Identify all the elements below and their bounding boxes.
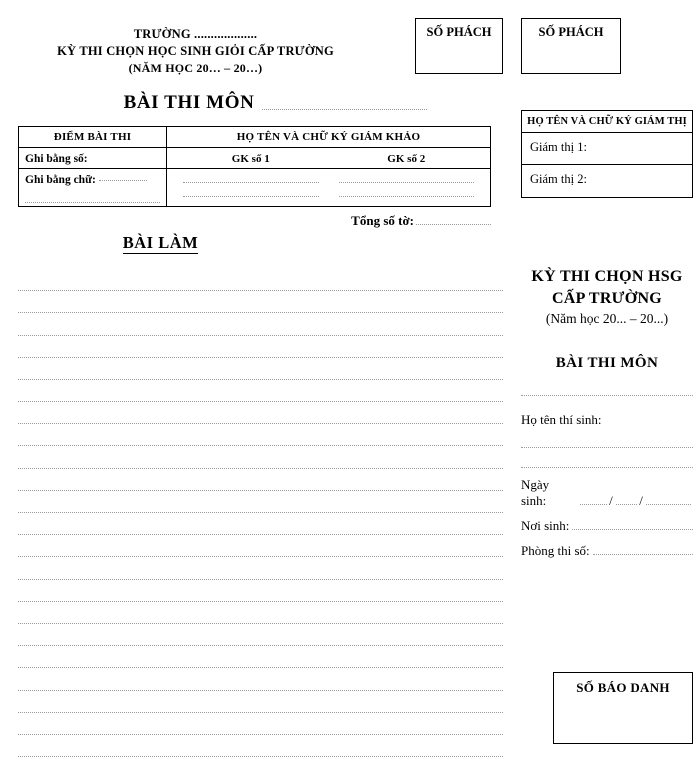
birthplace-label: Nơi sinh:: [521, 518, 570, 534]
writing-line[interactable]: [18, 646, 503, 668]
examiner-names-row: [167, 148, 490, 165]
table-row-words: [19, 168, 491, 206]
writing-line[interactable]: [18, 735, 503, 757]
birthdate-sep-2: /: [639, 493, 643, 509]
examiner-1-sign-line-1[interactable]: [173, 169, 329, 183]
proctor-box: [521, 110, 693, 198]
writing-area[interactable]: [18, 269, 503, 757]
table-row-header: [19, 126, 491, 147]
examiner-signature-row-1: [167, 169, 490, 183]
writing-line[interactable]: [18, 713, 503, 735]
so-phach-label-right: SỐ PHÁCH: [538, 25, 604, 39]
total-sheets-label: Tổng số tờ:: [351, 212, 414, 228]
examiner-signature-cell: [167, 168, 491, 206]
bai-lam-label: BÀI LÀM: [122, 232, 199, 252]
writing-line[interactable]: [18, 513, 503, 535]
writing-line[interactable]: [18, 691, 503, 713]
writing-line[interactable]: [18, 269, 503, 291]
bai-lam-heading: [18, 233, 503, 253]
proctor-box-header: HỌ TÊN VÀ CHỮ KÝ GIÁM THỊ: [522, 111, 692, 133]
writing-line[interactable]: [18, 580, 503, 602]
marks-in-words-fill[interactable]: [99, 179, 147, 181]
exam-title-line-3: (Năm học 20... – 20...): [545, 311, 669, 327]
birthdate-field[interactable]: [521, 477, 693, 509]
writing-line[interactable]: [18, 424, 503, 446]
writing-line[interactable]: [18, 557, 503, 579]
header-row: [18, 18, 503, 76]
examiner-header-cell: [167, 126, 491, 147]
school-name-line: TRƯỜNG ...................: [133, 27, 258, 41]
school-year-line: (NĂM HỌC 20… – 20…): [128, 60, 263, 75]
table-row-number: [19, 147, 491, 168]
marks-in-words-text: Ghi bằng chữ:: [25, 173, 96, 186]
so-bao-danh-box: [553, 672, 693, 744]
writing-line[interactable]: [18, 446, 503, 468]
examiner-header-label: HỌ TÊN VÀ CHỮ KÝ GIÁM KHẢO: [236, 130, 421, 143]
writing-line[interactable]: [18, 491, 503, 513]
birthplace-fill[interactable]: [572, 528, 693, 530]
examiner-1-sign-line-2[interactable]: [173, 183, 329, 197]
marks-table: [18, 126, 491, 207]
writing-line[interactable]: [18, 358, 503, 380]
examiner-2-sign-line-1[interactable]: [329, 169, 485, 183]
marks-in-words-dotline[interactable]: [25, 189, 160, 203]
subject-label-right: BÀI THI MÔN: [555, 355, 659, 372]
marks-in-words-label: [19, 169, 166, 189]
birthdate-sep-1: /: [609, 493, 613, 509]
right-column: [521, 18, 693, 695]
so-bao-danh-label: SỐ BÁO DANH: [576, 680, 670, 695]
examiner-signature-row-2: [167, 183, 490, 197]
left-column: [18, 18, 503, 757]
room-number-fill[interactable]: [593, 553, 693, 555]
writing-line[interactable]: [18, 402, 503, 424]
examiner-1-label: GK số 1: [231, 152, 270, 165]
bai-thi-mon-label: BÀI THI MÔN: [123, 91, 255, 113]
candidate-name-fill-line-1[interactable]: [521, 446, 693, 448]
writing-line[interactable]: [18, 535, 503, 557]
examiner-2-sign-line-2[interactable]: [329, 183, 485, 197]
bai-thi-mon-row: [18, 92, 503, 114]
exam-title-line-1: KỲ THI CHỌN HSG: [531, 268, 683, 285]
writing-line[interactable]: [18, 336, 503, 358]
dotline[interactable]: [183, 169, 319, 183]
bai-thi-mon-fill-line[interactable]: [262, 108, 427, 110]
proctor-1-field[interactable]: [522, 133, 692, 165]
exam-title-line-2: CẤP TRƯỜNG: [551, 289, 663, 307]
marks-in-number-label: Ghi bằng số:: [25, 152, 88, 165]
birthdate-year-fill[interactable]: [646, 503, 691, 505]
writing-line[interactable]: [18, 313, 503, 335]
writing-line[interactable]: [18, 469, 503, 491]
room-number-label: Phòng thi số:: [521, 543, 590, 559]
so-phach-box-left: [415, 18, 503, 74]
room-number-field[interactable]: [521, 543, 693, 559]
exam-name-line: KỲ THI CHỌN HỌC SINH GIỎI CẤP TRƯỜNG: [57, 43, 334, 58]
examiner-2-label: GK số 2: [387, 152, 426, 165]
writing-line[interactable]: [18, 602, 503, 624]
marks-in-words-extra-line[interactable]: [19, 189, 166, 206]
marks-in-words-cell: [19, 168, 167, 206]
birthdate-day-fill[interactable]: [580, 503, 607, 505]
school-heading: [18, 18, 373, 76]
birthdate-month-fill[interactable]: [616, 503, 638, 505]
candidate-name-fill-line-2[interactable]: [521, 466, 693, 468]
writing-line[interactable]: [18, 668, 503, 690]
marks-header-label: ĐIỂM BÀI THI: [53, 130, 132, 143]
birthdate-label: Ngày sinh:: [521, 477, 550, 509]
dotline[interactable]: [339, 183, 475, 197]
proctor-1-label: Giám thị 1:: [530, 140, 587, 154]
birthplace-field[interactable]: [521, 518, 693, 534]
total-sheets-row: [18, 213, 491, 229]
marks-in-number-cell: [19, 147, 167, 168]
proctor-2-field[interactable]: [522, 165, 692, 197]
dotline[interactable]: [339, 169, 475, 183]
exam-title-block: [521, 266, 693, 327]
candidate-name-label: Họ tên thí sinh:: [521, 412, 602, 428]
total-sheets-fill[interactable]: [416, 223, 491, 225]
writing-line[interactable]: [18, 380, 503, 402]
so-phach-box-right: [521, 18, 621, 74]
dotline[interactable]: [183, 183, 319, 197]
examiner-names-cell: [167, 147, 491, 168]
marks-header-cell: [19, 126, 167, 147]
subject-fill-line-right[interactable]: [521, 394, 693, 396]
proctor-2-label: Giám thị 2:: [530, 172, 587, 186]
writing-line[interactable]: [18, 291, 503, 313]
writing-line[interactable]: [18, 624, 503, 646]
so-phach-label-left: SỐ PHÁCH: [426, 25, 492, 39]
